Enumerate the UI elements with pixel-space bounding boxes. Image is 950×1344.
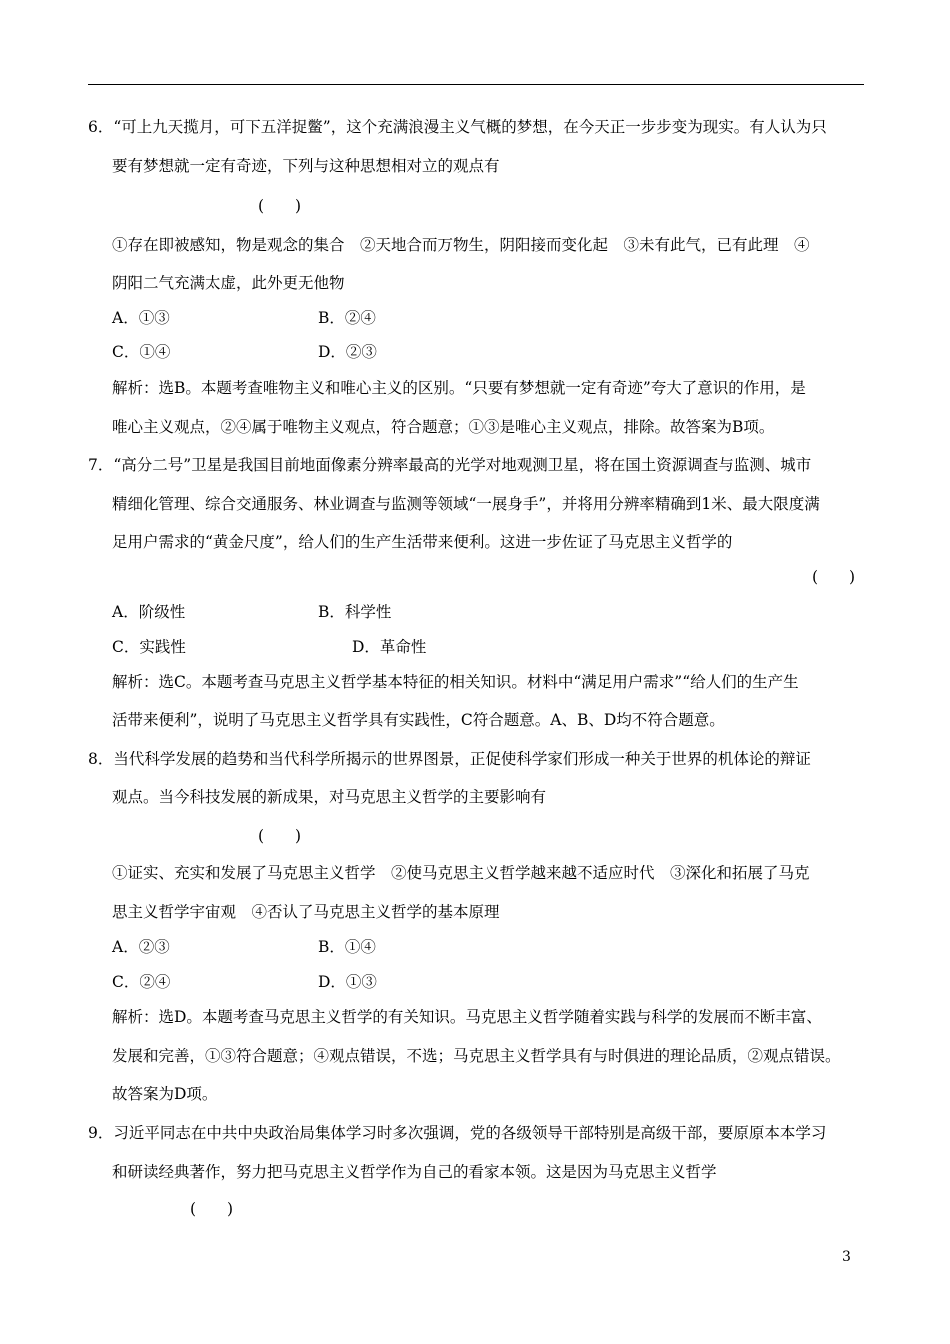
question-6-answer-blank: ( ) — [258, 197, 302, 215]
question-8-analysis-line-2: 发展和完善，①③符合题意；④观点错误，不选；马克思主义哲学具有与时俱进的理论品质，②观点错误。 — [112, 1047, 841, 1065]
question-6-option-d: D．②③ — [318, 343, 377, 361]
question-7-stem-line-3: 足用户需求的“黄金尺度”，给人们的生产生活带来便利。这进一步佐证了马克思主义哲学的 — [112, 533, 733, 551]
question-8-stem-line-1: 8．当代科学发展的趋势和当代科学所揭示的世界图景，正促使科学家们形成一种关于世界的机体论的辩证 — [88, 750, 811, 768]
question-7-option-c: C．实践性 — [112, 638, 186, 656]
question-6-stem-line-2: 要有梦想就一定有奇迹，下列与这种思想相对立的观点有 — [112, 157, 500, 175]
question-7-option-b: B．科学性 — [318, 603, 392, 621]
question-7-analysis-line-2: 活带来便利”，说明了马克思主义哲学具有实践性，C符合题意。A、B、D均不符合题意。 — [112, 711, 725, 729]
question-6-option-a: A．①③ — [112, 309, 170, 327]
question-6-statement-line-2: 阴阳二气充满太虚，此外更无他物 — [112, 274, 345, 292]
question-9-stem-line-2: 和研读经典著作，努力把马克思主义哲学作为自己的看家本领。这是因为马克思主义哲学 — [112, 1163, 717, 1181]
question-7-answer-blank: ( ) — [812, 568, 856, 586]
question-7-option-a: A．阶级性 — [112, 603, 186, 621]
question-8-analysis-line-1: 解析：选D。本题考查马克思主义哲学的有关知识。马克思主义哲学随着实践与科学的发展而不断丰富、 — [112, 1008, 822, 1026]
question-6-statement-line-1: ①存在即被感知，物是观念的集合 ②天地合而万物生，阴阳接而变化起 ③未有此气，已有此理 ④ — [112, 236, 810, 254]
question-6-analysis-line-2: 唯心主义观点，②④属于唯物主义观点，符合题意；①③是唯心主义观点，排除。故答案为B项。 — [112, 418, 775, 436]
question-6-option-b: B．②④ — [318, 309, 376, 327]
question-8-statement-line-1: ①证实、充实和发展了马克思主义哲学 ②使马克思主义哲学越来越不适应时代 ③深化和拓展了马克 — [112, 864, 810, 882]
question-6-stem-line-1: 6．“可上九天揽月，可下五洋捉鳖”，这个充满浪漫主义气概的梦想，在今天正一步步变为现实。有人认为只 — [88, 118, 827, 136]
question-8-option-b: B．①④ — [318, 938, 376, 956]
page-number: 3 — [842, 1249, 851, 1265]
question-8-option-a: A．②③ — [112, 938, 170, 956]
question-9-answer-blank: ( ) — [190, 1200, 234, 1218]
header-rule — [88, 84, 864, 85]
question-9-stem-line-1: 9．习近平同志在中共中央政治局集体学习时多次强调，党的各级领导干部特别是高级干部，要原原本本学习 — [88, 1124, 827, 1142]
question-7-option-d: D．革命性 — [352, 638, 427, 656]
question-8-stem-line-2: 观点。当今科技发展的新成果，对马克思主义哲学的主要影响有 — [112, 788, 547, 806]
question-8-option-c: C．②④ — [112, 973, 171, 991]
question-8-answer-blank: ( ) — [258, 827, 302, 845]
question-8-statement-line-2: 思主义哲学宇宙观 ④否认了马克思主义哲学的基本原理 — [112, 903, 500, 921]
question-8-analysis-line-3: 故答案为D项。 — [112, 1085, 218, 1103]
question-7-analysis-line-1: 解析：选C。本题考查马克思主义哲学基本特征的相关知识。材料中“满足用户需求”“给人们的生产生 — [112, 673, 799, 691]
question-6-option-c: C．①④ — [112, 343, 171, 361]
question-6-analysis-line-1: 解析：选B。本题考查唯物主义和唯心主义的区别。“只要有梦想就一定有奇迹”夸大了意识的作用，是 — [112, 379, 806, 397]
question-7-stem-line-1: 7．“高分二号”卫星是我国目前地面像素分辨率最高的光学对地观测卫星，将在国土资源调查与监测、城市 — [88, 456, 812, 474]
question-8-option-d: D．①③ — [318, 973, 377, 991]
question-7-stem-line-2: 精细化管理、综合交通服务、林业调查与监测等领域“一展身手”，并将用分辨率精确到1米、最大限度满 — [112, 495, 820, 513]
